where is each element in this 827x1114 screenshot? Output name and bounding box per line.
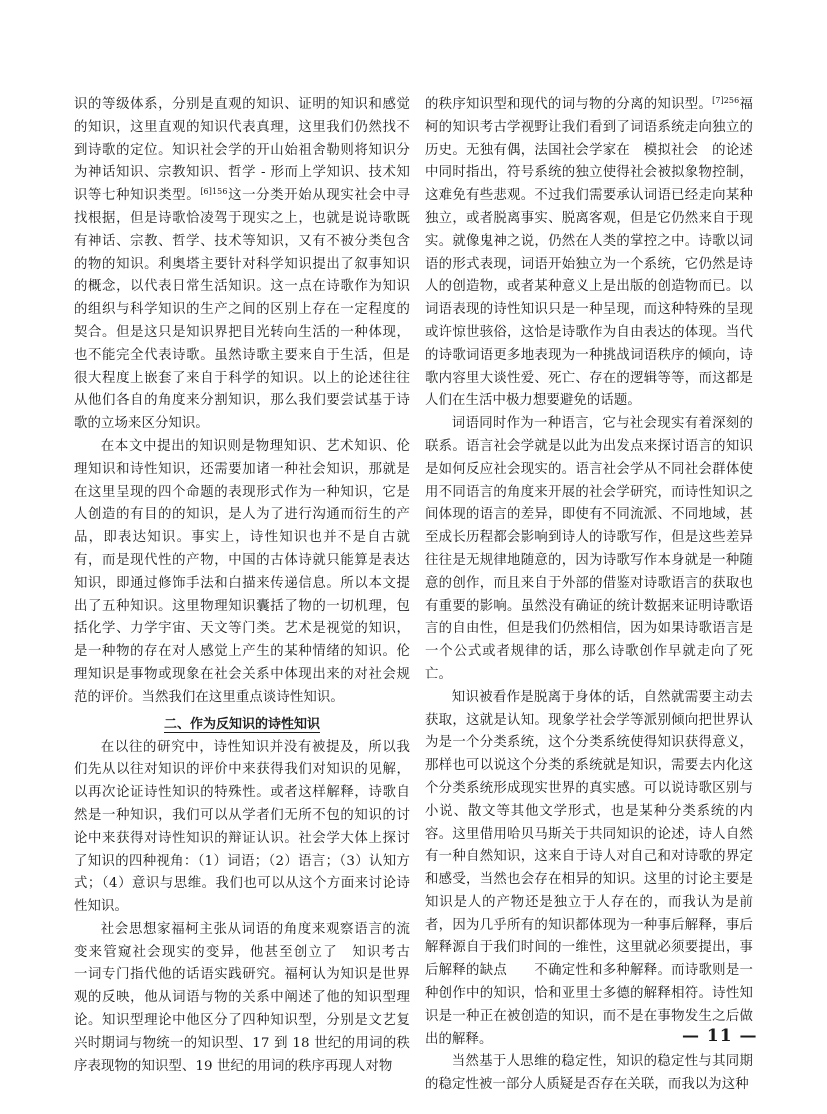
citation-reference: [7]256 bbox=[712, 96, 740, 105]
paragraph bbox=[425, 1051, 753, 1097]
paragraph bbox=[425, 687, 753, 1052]
section-heading bbox=[74, 713, 410, 736]
paragraph-text: 社会思想家福柯主张从词语的角度来观察语言的流变来管窥社会现实的变异，他甚至创立了 知识考古 一词专门指代他的话语实践研究。福柯认为知识是世界观的反映，他从词语与物的关系中阐述了他的知识型理论。知识型理论中他区分了四种知识型，分别是文艺复兴时期词与物统一的知识型、17 到 18 世纪的用词的秩序表现物的知识型、19 世纪的用词的秩序再现人对物 bbox=[74, 921, 424, 1074]
paragraph bbox=[74, 436, 410, 710]
paragraph-text: 当然基于人思维的稳定性，知识的稳定性与其同期的稳定性被一部分人质疑是否存在关联，而我以为这种 bbox=[425, 1054, 753, 1093]
right-column bbox=[425, 94, 753, 1097]
section-heading-text: 二、作为反知识的诗性知识 bbox=[163, 716, 320, 732]
paragraph-text: 在本文中提出的知识则是物理知识、艺术知识、伦理知识和诗性知识，还需要加诸一种社会知识，那就是在这里呈现的四个命题的表现形式作为一种知识，它是人创造的有目的的知识，是人为了进行沟通而衍生的产品，即表达知识。事实上，诗性知识也并不是自古就有，而是现代性的产物，中国的古体诗就只能算是表达知识，即通过修饰手法和白描来传递信息。所以本文提出了五种知识。这里物理知识囊括了物的一切机理，包括化学、力学宇宙、天文等门类。艺术是视觉的知识，是一种物的存在对人感觉上产生的某种情绪的知识。伦理知识是事物或现象在社会关系中体现出来的对社会规范的评价。当然我们在这里重点谈诗性知识。 bbox=[74, 438, 410, 705]
paragraph bbox=[74, 919, 424, 1079]
paragraph-text: 的秩序知识型和现代的词与物的分离的知识型。 bbox=[425, 97, 713, 112]
paragraph bbox=[74, 737, 410, 919]
paragraph-text-continued: 福柯的知识考古学视野让我们看到了词语系统走向独立的历史。无独有偶，法国社会学家在 模拟社会 的论述中同时指出，符号系统的独立使得社会被拟象物控制，这难免有些悲观。不过我们需要承认词语已经走向某种独立，或者脱离事实、脱离客观，但是它仍然来自于现实。就像鬼神之说，仍然在人类的掌控之中。诗歌以词语的形式表现，词语开始独立为一个系统，它仍然是诗人的创造物，或者某种意义上是出版的创造物而已。以词语表现的诗性知识只是一种呈现，而这种特殊的呈现或许惊世骇俗，这恰是诗歌作为自由表达的体现。当代的诗歌词语更多地表现为一种挑战词语秩序的倾向，诗歌内容里大谈性爱、死亡、存在的逻辑等等，而这都是人们在生活中极力想要避免的话题。 bbox=[425, 97, 753, 409]
left-column bbox=[74, 94, 424, 1078]
paragraph-text: 词语同时作为一种语言，它与社会现实有着深刻的联系。语言社会学就是以此为出发点来探讨语言的知识是如何反应社会现实的。语言社会学从不同社会群体使用不同语言的角度来开展的社会学研究，而诗性知识之间体现的语言的差异，即使有不同流派、不同地域，甚至成长历程都会影响到诗人的诗歌写作，但是这些差异往往是无规律地随意的，因为诗歌写作本身就是一种随意的创作，而且来自于外部的借鉴对诗歌语言的获取也有重要的影响。虽然没有确证的统计数据来证明诗歌语言的自由性，但是我们仍然相信，因为如果诗歌语言是一个公式或者规律的话，那么诗歌创作早就走向了死亡。 bbox=[425, 416, 753, 682]
paragraph bbox=[425, 413, 753, 687]
page-number: — 11 — bbox=[682, 1026, 758, 1046]
paragraph bbox=[74, 94, 410, 436]
paragraph-text: 在以往的研究中，诗性知识并没有被提及，所以我们先从以往对知识的评价中来获得我们对知识的见解，以再次论证诗性知识的特殊性。或者这样解释，诗歌自然是一种知识，我们可以从学者们无所不包的知识的讨论中来获得对诗性知识的辩证认识。社会学大体上探讨了知识的四种视角：（1）词语；（2）语言；（3）认知方式；（4）意识与思维。我们也可以从这个方面来讨论诗性知识。 bbox=[74, 739, 410, 915]
paragraph-text: 识的等级体系，分别是直观的知识、证明的知识和感觉的知识，这里直观的知识代表真理，这里我们仍然找不到诗歌的定位。知识社会学的开山始祖舍勒则将知识分为神话知识、宗教知识、哲学 - 形而上学知识、技术知识等七种知识类型。 bbox=[74, 97, 410, 204]
paragraph-text: 知识被看作是脱离于身体的话，自然就需要主动去获取，这就是认知。现象学社会学等派别倾向把世界认为是一个分类系统，这个分类系统使得知识获得意义，那样也可以说这个分类的系统就是知识，需要去内化这个分类系统形成现实世界的真实感。可以说诗歌区别与小说、散文等其他文学形式，也是某种分类系统的内容。这里借用哈贝马斯关于共同知识的论述，诗人自然有一种自然知识，这来自于诗人对自己和对诗歌的界定和感受，当然也会存在相异的知识。这里的讨论主要是知识是人的产物还是独立于人存在的，而我认为是前者，因为几乎所有的知识都体现为一种事后解释，事后解释源自于我们时间的一维性，这里就必须要提出，事后解释的缺点 不确定性和多种解释。而诗歌则是一种创作中的知识，恰和亚里士多德的解释相符。诗性知识是一种正在被创造的知识，而不是在事物发生之后做出的解释。 bbox=[425, 689, 753, 1047]
paragraph-text-continued: 这一分类开始从现实社会中寻找根据，但是诗歌恰凌驾于现实之上，也就是说诗歌既有神话、宗教、哲学、技术等知识，又有不被分类包含的物的知识。利奥塔主要针对科学知识提出了叙事知识的概念，以代表日常生活知识。这一点在诗歌作为知识的组织与科学知识的生产之间的区别上存在一定程度的契合。但是这只是知识界把目光转向生活的一种体现，也不能完全代表诗歌。虽然诗歌主要来自于生活，但是很大程度上嵌套了来自于科学的知识。以上的论述往往从他们各自的角度来分割知识，那么我们要尝试基于诗歌的立场来区分知识。 bbox=[74, 188, 410, 432]
citation-reference: [6]156 bbox=[200, 187, 228, 197]
paragraph bbox=[425, 94, 753, 413]
